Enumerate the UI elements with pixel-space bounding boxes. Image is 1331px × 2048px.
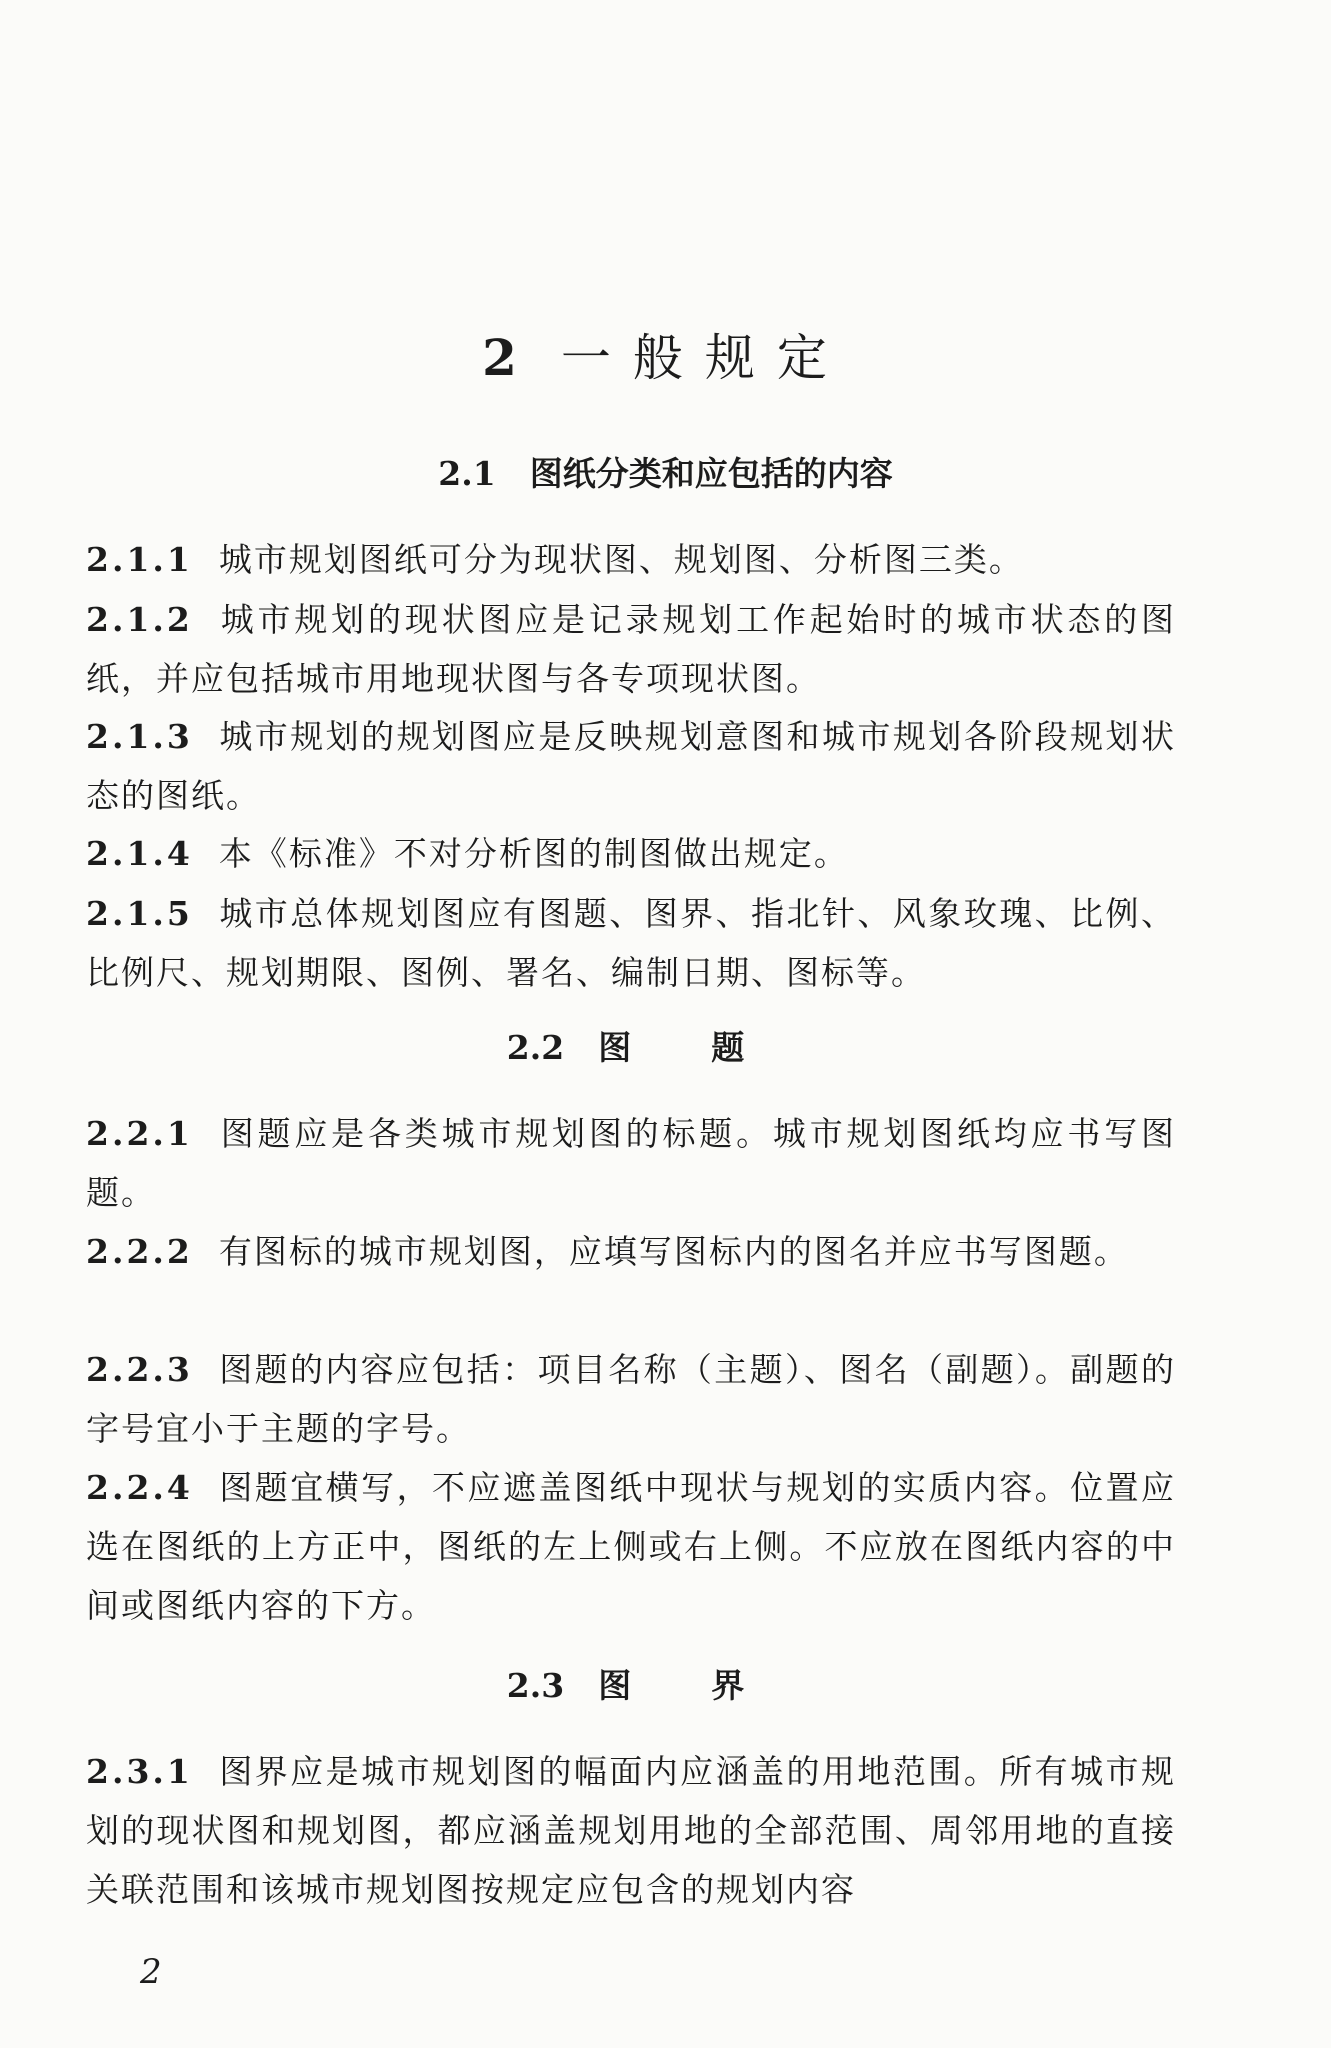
section-heading-2-2 [0, 1022, 1331, 1069]
clause-2-3-1 [86, 1742, 1176, 1919]
section-title: 图题 [598, 1028, 825, 1067]
chapter-title [0, 318, 1331, 390]
chapter-heading: 一般规定 [560, 329, 849, 387]
clause-number: 2.2.2 [86, 1232, 193, 1271]
clause-2-1-1 [86, 530, 1176, 589]
clause-number: 2.2.3 [86, 1350, 193, 1389]
clause-number: 2.2.4 [86, 1468, 193, 1507]
section-heading-2-3 [0, 1660, 1331, 1707]
clause-number: 2.1.1 [86, 540, 193, 579]
section-number: 2.2 [506, 1028, 565, 1067]
section-title: 图纸分类和应包括的内容 [529, 454, 893, 493]
clause-text: 有图标的城市规划图，应填写图标内的图名并应书写图题。 [218, 1232, 1129, 1271]
clause-text: 城市规划图纸可分为现状图、规划图、分析图三类。 [218, 540, 1024, 579]
clause-text: 城市规划的规划图应是反映规划意图和城市规划各阶段规划状态的图纸。 [86, 717, 1176, 815]
section-number: 2.3 [506, 1666, 565, 1705]
section-title: 图界 [598, 1666, 825, 1705]
clause-text: 城市规划的现状图应是记录规划工作起始时的城市状态的图纸，并应包括城市用地现状图与各专项现状图。 [86, 600, 1176, 698]
clause-number: 2.1.5 [86, 894, 193, 933]
clause-2-2-4 [86, 1458, 1176, 1635]
clause-number: 2.1.3 [86, 717, 193, 756]
clause-number: 2.3.1 [86, 1752, 193, 1791]
clause-2-1-2 [86, 590, 1176, 708]
clause-text: 图题的内容应包括：项目名称（主题）、图名（副题）。副题的字号宜小于主题的字号。 [86, 1350, 1176, 1448]
clause-2-1-3 [86, 707, 1176, 825]
clause-2-2-1 [86, 1104, 1176, 1222]
clause-number: 2.2.1 [86, 1114, 193, 1153]
clause-text: 本《标准》不对分析图的制图做出规定。 [218, 834, 849, 873]
clause-number: 2.1.2 [86, 600, 193, 639]
clause-text: 图题应是各类城市规划图的标题。城市规划图纸均应书写图题。 [86, 1114, 1176, 1212]
clause-text: 城市总体规划图应有图题、图界、指北针、风象玫瑰、比例、比例尺、规划期限、图例、署名、编制日期、图标等。 [86, 894, 1176, 992]
clause-text: 图界应是城市规划图的幅面内应涵盖的用地范围。所有城市规划的现状图和规划图，都应涵盖规划用地的全部范围、周邻用地的直接关联范围和该城市规划图按规定应包含的规划内容 [86, 1752, 1176, 1909]
section-number: 2.1 [438, 454, 496, 493]
clause-2-1-5 [86, 884, 1176, 1002]
clause-number: 2.1.4 [86, 834, 193, 873]
clause-2-2-2 [86, 1222, 1176, 1281]
section-heading-2-1 [0, 448, 1331, 495]
clause-text: 图题宜横写，不应遮盖图纸中现状与规划的实质内容。位置应选在图纸的上方正中，图纸的左上侧或右上侧。不应放在图纸内容的中间或图纸内容的下方。 [86, 1468, 1176, 1625]
clause-2-2-3 [86, 1340, 1176, 1458]
page-number: 2 [140, 1952, 162, 1992]
clause-2-1-4 [86, 824, 1176, 883]
chapter-number: 2 [482, 328, 521, 387]
